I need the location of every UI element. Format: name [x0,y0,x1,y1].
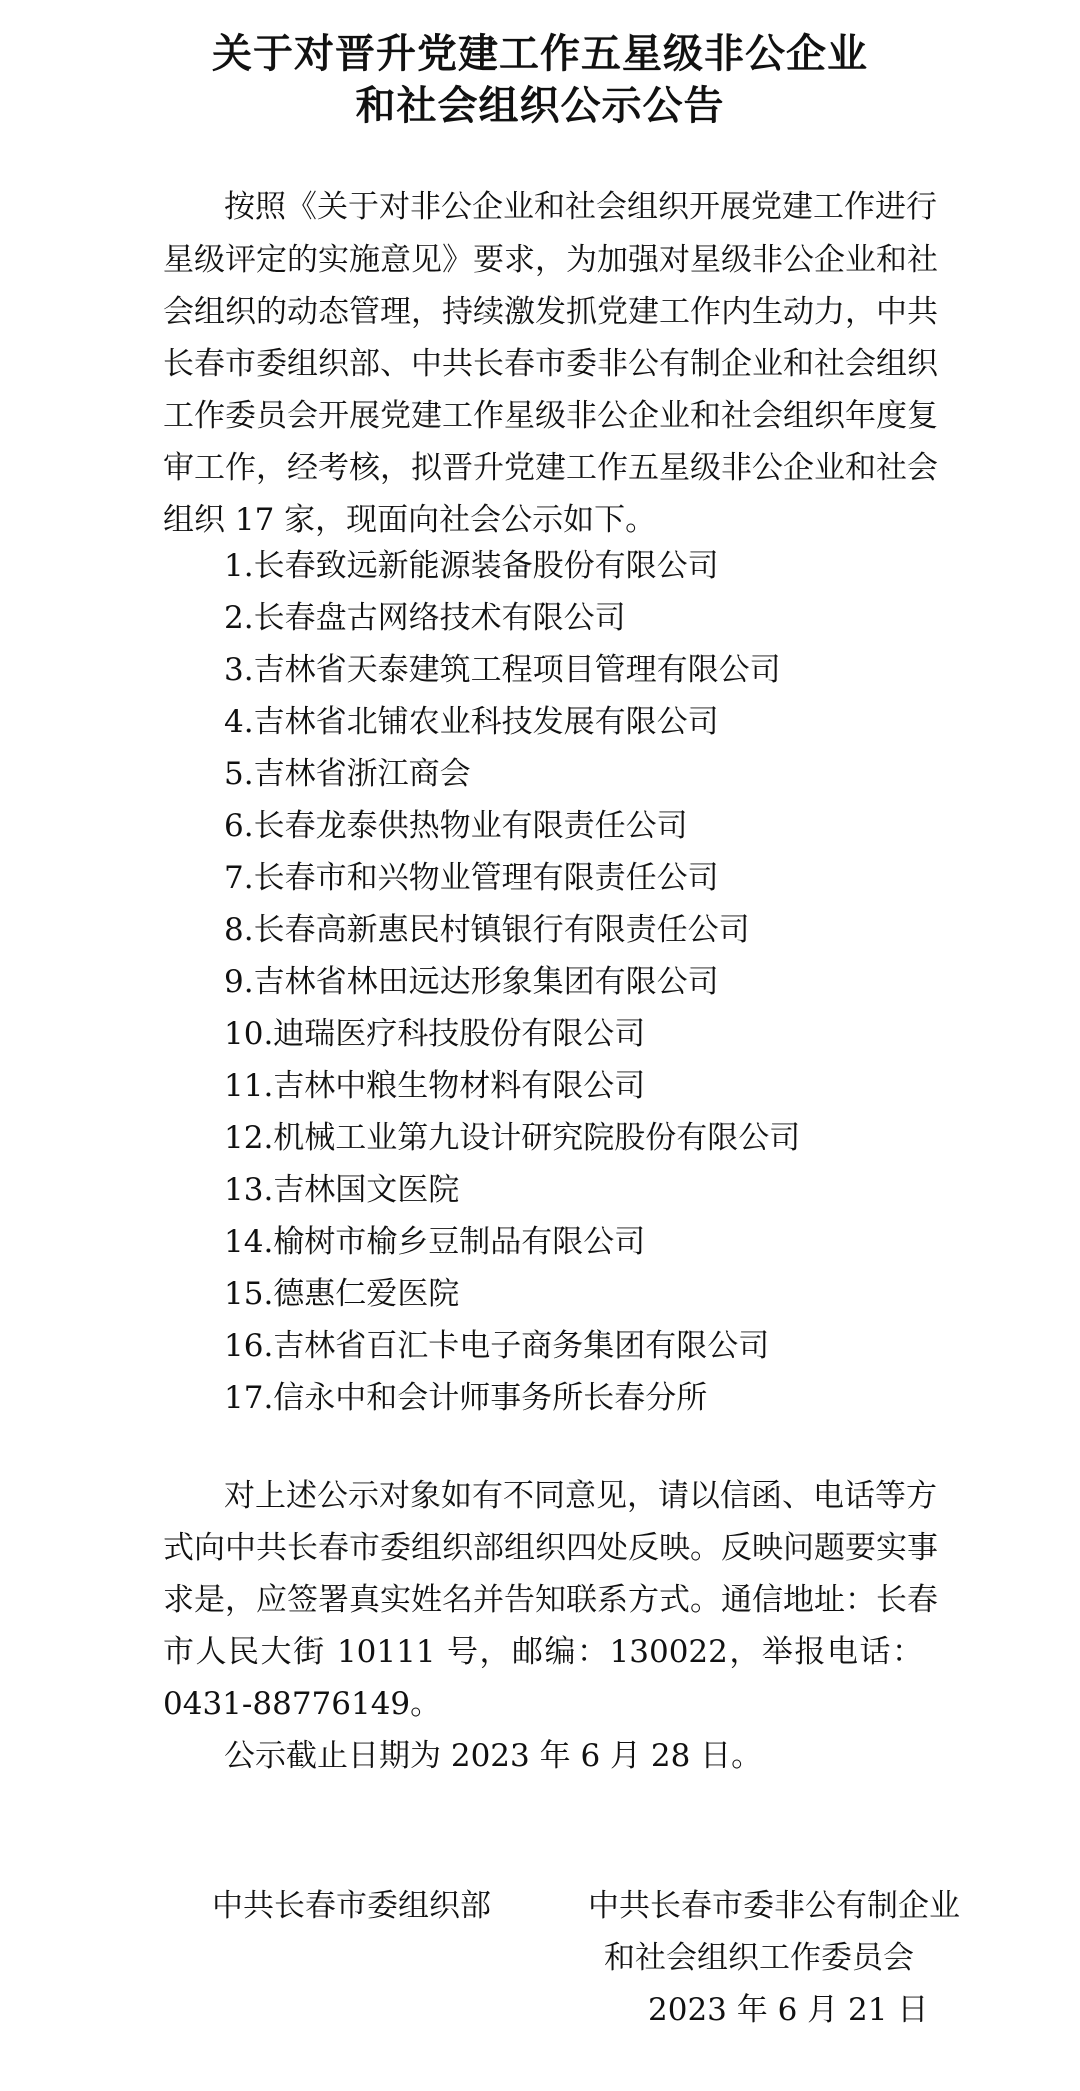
intro-paragraph-line: 星级评定的实施意见》要求，为加强对星级非公企业和社 [163,242,938,278]
organization-list-item: 3.吉林省天泰建筑工程项目管理有限公司 [224,652,781,688]
signature-date: 2023 年 6 月 21 日 [648,1992,929,2028]
organization-list-item: 12.机械工业第九设计研究院股份有限公司 [224,1120,801,1156]
contact-paragraph-line: 对上述公示对象如有不同意见，请以信函、电话等方 [224,1478,937,1514]
organization-list-item: 10.迪瑞医疗科技股份有限公司 [224,1016,646,1052]
organization-list-item: 15.德惠仁爱医院 [224,1276,460,1312]
intro-paragraph-line: 审工作，经考核，拟晋升党建工作五星级非公企业和社会 [163,450,938,486]
organization-list-item: 14.榆树市榆乡豆制品有限公司 [224,1224,646,1260]
intro-paragraph-line: 会组织的动态管理，持续激发抓党建工作内生动力，中共 [163,294,938,330]
organization-list-item: 11.吉林中粮生物材料有限公司 [224,1068,646,1104]
organization-list-item: 1.长春致远新能源装备股份有限公司 [224,548,719,584]
signature-committee-line-1: 中共长春市委非公有制企业 [588,1888,960,1924]
intro-paragraph-line: 按照《关于对非公企业和社会组织开展党建工作进行 [224,189,937,225]
signature-organization-department: 中共长春市委组织部 [212,1888,491,1924]
organization-list-item: 4.吉林省北铺农业科技发展有限公司 [224,704,719,740]
organization-list-item: 2.长春盘古网络技术有限公司 [224,600,626,636]
organization-list-item: 8.长春高新惠民村镇银行有限责任公司 [224,912,750,948]
intro-paragraph-line: 长春市委组织部、中共长春市委非公有制企业和社会组织 [163,346,938,382]
contact-paragraph-line: 0431-88776149。 [163,1686,442,1722]
document-title-line-1: 关于对晋升党建工作五星级非公企业 [212,30,868,77]
intro-paragraph-line: 工作委员会开展党建工作星级非公企业和社会组织年度复 [163,398,938,434]
organization-list-item: 17.信永中和会计师事务所长春分所 [224,1380,708,1416]
organization-list-item: 9.吉林省林田远达形象集团有限公司 [224,964,719,1000]
deadline-line: 公示截止日期为 2023 年 6 月 28 日。 [224,1738,763,1774]
organization-list-item: 7.长春市和兴物业管理有限责任公司 [224,860,719,896]
organization-list-item: 13.吉林国文医院 [224,1172,460,1208]
contact-paragraph-line: 式向中共长春市委组织部组织四处反映。反映问题要实事 [163,1530,938,1566]
organization-list-item: 6.长春龙泰供热物业有限责任公司 [224,808,688,844]
organization-list-item: 5.吉林省浙江商会 [224,756,471,792]
intro-paragraph-line: 组织 17 家，现面向社会公示如下。 [163,502,657,538]
contact-paragraph-line: 求是，应签署真实姓名并告知联系方式。通信地址：长春 [163,1582,938,1618]
signature-committee-line-2: 和社会组织工作委员会 [604,1940,914,1976]
document-title-line-2: 和社会组织公示公告 [355,82,725,129]
contact-paragraph-line: 市人民大街 10111 号，邮编：130022，举报电话： [163,1634,923,1670]
organization-list-item: 16.吉林省百汇卡电子商务集团有限公司 [224,1328,770,1364]
